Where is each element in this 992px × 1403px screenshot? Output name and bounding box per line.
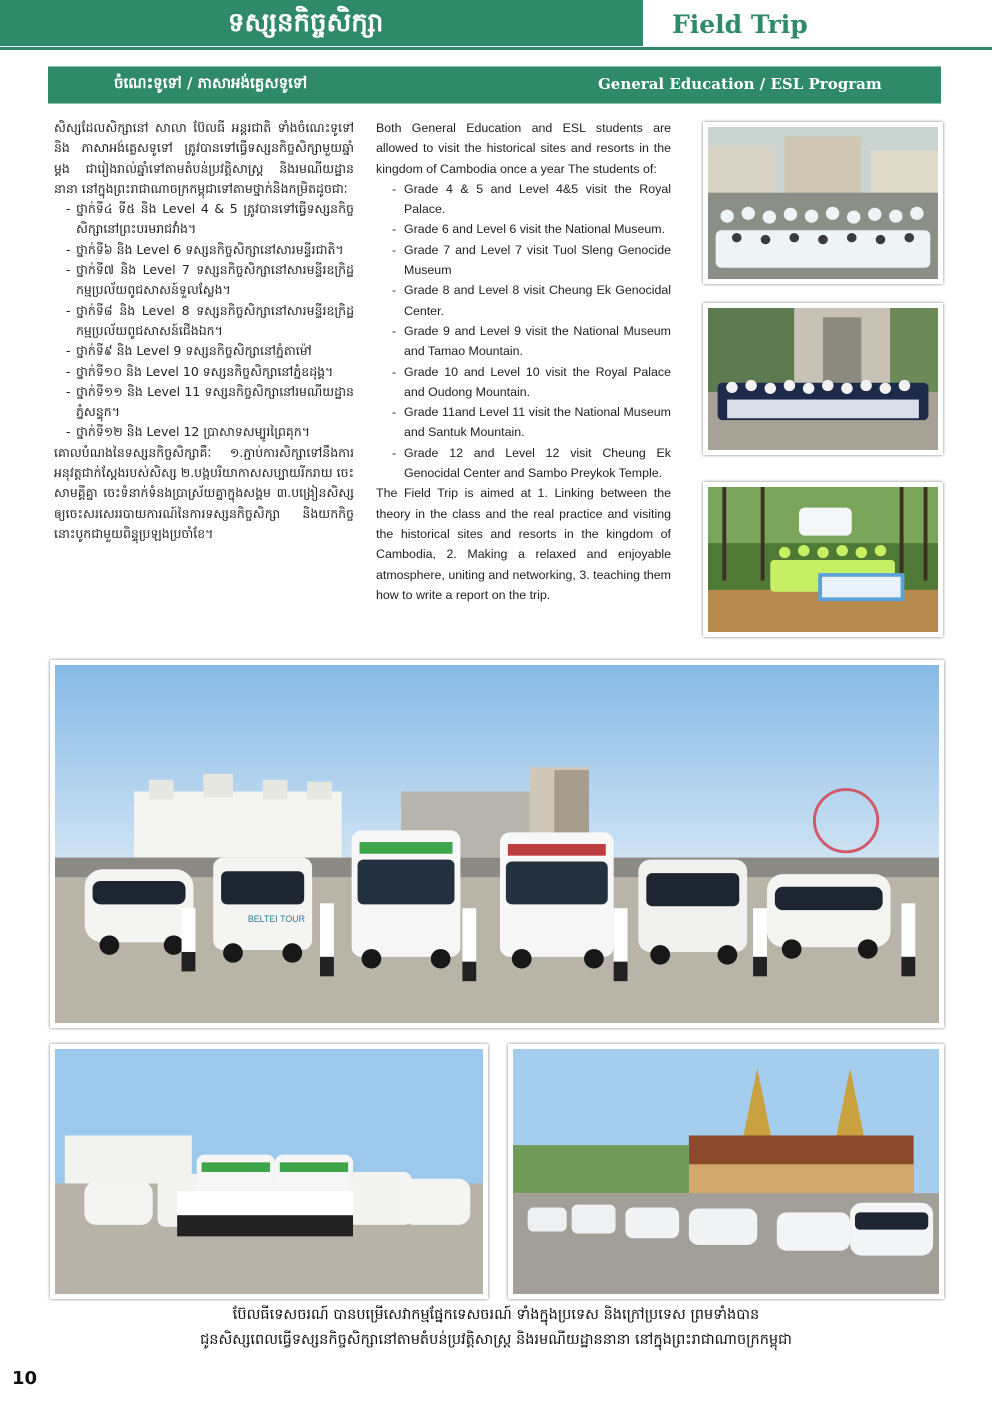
section-title-khmer: ចំណេះទូទៅ / ភាសាអង់គ្លេសទូទៅ — [114, 74, 308, 92]
staff-bus-photo — [50, 1044, 488, 1299]
list-item: - ថ្នាក់ទី៦ និង Level 6 ទស្សនកិច្ចសិក្សានៅសារមន្ទីរជាតិ។ — [66, 240, 354, 260]
khmer-list — [54, 199, 354, 443]
group-photo-palace — [703, 122, 943, 284]
list-item: - Grade 7 and Level 7 visit Tuol Sleng Genocide Museum — [392, 240, 671, 281]
list-item: - ថ្នាក់ទី១១ និង Level 11 ទស្សនកិច្ចសិក្សានៅរមណីយដ្ឋានភ្នំសន្ទុក។ — [66, 382, 354, 423]
english-list — [376, 179, 671, 483]
header-rule — [0, 47, 992, 50]
bus-fleet-photo — [50, 660, 944, 1028]
group-photo-plantation — [703, 482, 943, 637]
list-item: - Grade 12 and Level 12 visit Cheung Ek Genocidal Center and Sambo Preykok Temple. — [392, 443, 671, 484]
caption-line-2: ជូនសិស្សពេលធ្វើទស្សនកិច្ចសិក្សានៅតាមតំបន់ប្រវត្តិសាស្ត្រ និងរមណីយដ្ឋាននានា នៅក្នុងព្រះរាជាណាចក្រកម្ពុជា — [200, 1332, 792, 1348]
list-item: - ថ្នាក់ទី៧ និង Level 7 ទស្សនកិច្ចសិក្សានៅសារមន្ទីរឧក្រិដ្ឋកម្មប្រល័យពូជសាសន៍ទួលស្លែង។ — [66, 260, 354, 301]
list-item: - Grade 11and Level 11 visit the National Museum and Santuk Mountain. — [392, 402, 671, 443]
list-item: - ថ្នាក់ទី១២ និង Level 12 ប្រាសាទសម្បូរព្រៃគុក។ — [66, 422, 354, 442]
khmer-column — [54, 118, 354, 544]
section-title-english: General Education / ESL Program — [598, 75, 882, 93]
list-item: - Grade 4 & 5 and Level 4&5 visit the Royal Palace. — [392, 179, 671, 220]
list-item: - ថ្នាក់ទី៩ និង Level 9 ទស្សនកិច្ចសិក្សានៅភ្នំតាម៉ៅ — [66, 341, 354, 361]
english-title: Field Trip — [672, 10, 808, 39]
khmer-intro: សិស្សដែលសិក្សានៅ សាលា ប៊ែលធី អន្តរជាតិ ទាំងចំណេះទូទៅ និង ភាសាអង់គ្លេសទូទៅ ត្រូវបានទៅធ្វើទស្សនកិច្ចសិក្សាមួយឆ្នាំម្តង ជារៀងរាល់ឆ្នាំទៅតាមតំបន់ប្រវត្តិសាស្ត្រ និងរមណីយដ្ឋាននានា នៅក្នុងព្រះរាជាណាចក្រកម្ពុជាទៅតាមថ្នាក់និងកម្រិតដូចជាៈ — [54, 120, 354, 196]
english-closing: The Field Trip is aimed at 1. Linking between the theory in the class and the real practice and visiting the historical sites and resorts in the kingdom of Cambodia, 2. Making a relaxed and enjoyable atmosphere, uniting and networking, 3. teaching them how to write a report on the trip. — [376, 486, 671, 602]
list-item: - Grade 9 and Level 9 visit the National Museum and Tamao Mountain. — [392, 321, 671, 362]
list-item: - Grade 10 and Level 10 visit the Royal Palace and Oudong Mountain. — [392, 362, 671, 403]
list-item: - ថ្នាក់ទី៤ ទី៥ និង Level 4 & 5 ត្រូវបានទៅធ្វើទស្សនកិច្ចសិក្សានៅព្រះបរមរាជវាំង។ — [66, 199, 354, 240]
list-item: - ថ្នាក់ទី១០ និង Level 10 ទស្សនកិច្ចសិក្សានៅភ្នំឧដុង្គ។ — [66, 362, 354, 382]
page-number: 10 — [12, 1368, 38, 1389]
group-photo-museum — [703, 303, 943, 455]
caption-line-1: ប៊ែលធីទេសចរណ៍ បានបម្រើសេវាកម្មផ្នែកទេសចរណ៍ ទាំងក្នុងប្រទេស និងក្រៅប្រទេស ព្រមទាំងបាន — [232, 1307, 760, 1323]
khmer-title: ទស្សនកិច្ចសិក្សា — [228, 8, 384, 38]
list-item: - Grade 8 and Level 8 visit Cheung Ek Genocidal Center. — [392, 280, 671, 321]
english-intro: Both General Education and ESL students are allowed to visit the historical sites and resorts in the kingdom of Cambodia once a year The students of: — [376, 121, 671, 176]
english-column — [376, 118, 671, 605]
list-item: - Grade 6 and Level 6 visit the National Museum. — [392, 219, 671, 239]
list-item: - ថ្នាក់ទី៨ និង Level 8 ទស្សនកិច្ចសិក្សានៅសារមន្ទីរឧក្រិដ្ឋកម្មប្រល័យពូជសាសន៍ជើងឯក។ — [66, 301, 354, 342]
parliament-bus-photo — [508, 1044, 944, 1299]
khmer-closing: គោលបំណងនៃទស្សនកិច្ចសិក្សាគឺៈ ១.ភ្ជាប់ការសិក្សាទៅនឹងការអនុវត្តជាក់ស្តែងរបស់សិស្ស ២.បង្កបរិយាកាសសប្បាយរីករាយ ចេះសាមគ្គីគ្នា ចេះទំនាក់ទំនងប្រាស្រ័យគ្នាក្នុងសង្គម ៣.បង្រៀនសិស្សឲ្យចេះសរសេររបាយការណ៍នៃការទស្សនកិច្ចសិក្សា និងយកកិច្ចនោះបូកជាមួយពិន្ទុប្រឡងប្រចាំខែ។ — [54, 444, 354, 541]
bus-banner-text: BELTEI TOUR — [247, 913, 306, 924]
